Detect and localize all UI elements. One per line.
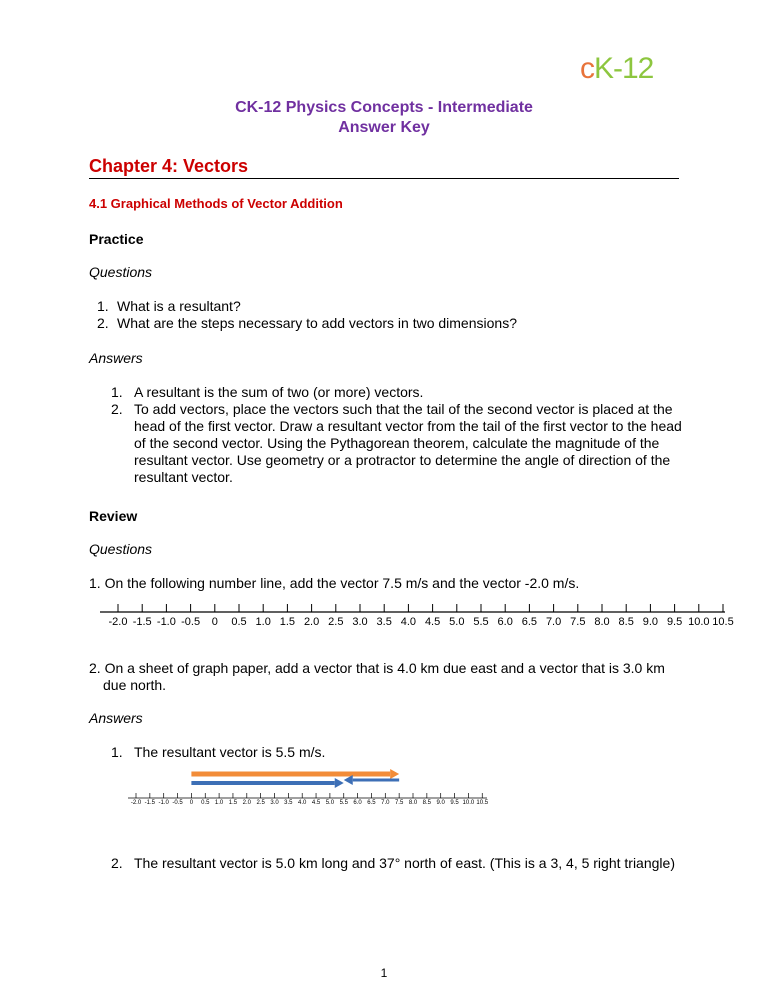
number-line-tick-label: 0	[211, 616, 218, 628]
small-number-line-tick-label: 0.5	[201, 800, 210, 806]
number-line-tick-label: 3.5	[376, 616, 392, 628]
practice-answers-list	[89, 384, 689, 486]
practice-questions-label: Questions	[89, 264, 153, 280]
review-question-2: 2. On a sheet of graph paper, add a vector that is 4.0 km due east and a vector that is 3.0 km due north.	[89, 660, 665, 693]
document-subtitle: Answer Key	[338, 119, 430, 136]
small-number-line-tick-label: 8.5	[422, 800, 432, 806]
small-number-line-tick-label: 7.0	[381, 800, 390, 806]
small-number-line-tick-label: 2.5	[256, 800, 265, 806]
small-number-line-tick-label: 6.5	[367, 800, 376, 806]
vector-arrow-resultant	[191, 778, 343, 788]
document-title: CK-12 Physics Concepts - Intermediate	[235, 99, 533, 116]
small-number-line-tick-label: 3.0	[270, 800, 279, 806]
number-line-tick-label: 10.5	[712, 616, 734, 628]
number-line-tick-label: 6.5	[521, 616, 538, 628]
list-item: 1. A resultant is the sum of two (or more) vectors.	[111, 384, 424, 400]
page-number: 1	[380, 966, 388, 980]
small-number-line-tick-label: 10.5	[476, 800, 489, 806]
number-line-tick-label: 5.5	[473, 616, 489, 628]
review-heading: Review	[89, 508, 138, 524]
number-line-tick-label: 5.0	[449, 616, 465, 628]
number-line-large	[100, 600, 740, 635]
number-line-tick-label: 1.5	[279, 616, 296, 628]
number-line-tick-label: -1.5	[132, 616, 152, 628]
number-line-tick-label: 8.5	[618, 616, 634, 628]
review-question-1: 1. On the following number line, add the vector 7.5 m/s and the vector -2.0 m/s.	[89, 575, 580, 591]
number-line-tick-label: -1.0	[156, 616, 176, 628]
practice-questions-list	[89, 298, 689, 332]
chapter-title: Chapter 4: Vectors	[89, 156, 249, 176]
small-number-line-tick-label: 5.5	[339, 800, 348, 806]
practice-heading: Practice	[89, 231, 144, 247]
number-line-tick-label: 9.5	[666, 616, 683, 628]
section-title: 4.1 Graphical Methods of Vector Addition	[89, 196, 343, 211]
ck12-logo: cK-12	[580, 52, 654, 85]
number-line-tick-label: 2.5	[328, 616, 344, 628]
number-line-tick-label: 8.0	[594, 616, 610, 628]
number-line-tick-label: 3.0	[352, 616, 368, 628]
number-line-tick-label: -2.0	[108, 616, 128, 628]
chapter-divider	[89, 178, 679, 179]
number-line-tick-label: 9.0	[642, 616, 659, 628]
small-number-line-tick-label: -0.5	[172, 800, 183, 806]
small-number-line-tick-label: 3.5	[284, 800, 293, 806]
review-answer-1: 1. The resultant vector is 5.5 m/s.	[111, 744, 326, 760]
practice-answers-label: Answers	[89, 350, 143, 366]
small-number-line-tick-label: 4.0	[298, 800, 307, 806]
small-number-line-tick-label: 10.0	[462, 800, 475, 806]
number-line-tick-label: 6.0	[497, 616, 513, 628]
small-number-line-tick-label: 6.0	[353, 800, 362, 806]
review-answer-2: 2. The resultant vector is 5.0 km long and 37° north of east. (This is a 3, 4, 5 right triangle)	[111, 855, 675, 871]
small-number-line-tick-label: 1.5	[228, 800, 238, 806]
small-number-line-tick-label: 1.0	[214, 800, 224, 806]
number-line-tick-label: 10.0	[688, 616, 710, 628]
vector-arrow-first	[191, 769, 399, 779]
review-answers-label: Answers	[89, 710, 143, 726]
small-number-line-tick-label: 2.0	[242, 800, 251, 806]
number-line-tick-label: 4.5	[424, 616, 441, 628]
number-line-tick-label: 2.0	[303, 616, 320, 628]
small-number-line-tick-label: 8.0	[408, 800, 418, 806]
list-item: 1. What is a resultant?	[97, 298, 241, 314]
number-line-tick-label: 7.5	[570, 616, 586, 628]
number-line-tick-label: 4.0	[400, 616, 417, 628]
small-number-line-tick-label: 4.5	[311, 800, 321, 806]
number-line-tick-label: 0.5	[231, 616, 247, 628]
list-item: 2. What are the steps necessary to add vectors in two dimensions?	[97, 315, 517, 331]
small-number-line-tick-label: 0	[189, 800, 194, 806]
small-number-line-tick-label: 5.0	[325, 800, 335, 806]
vector-diagram	[125, 765, 505, 815]
review-questions-label: Questions	[89, 541, 153, 557]
number-line-tick-label: 1.0	[255, 616, 271, 628]
small-number-line-tick-label: -1.5	[144, 800, 156, 806]
small-number-line-tick-label: -2.0	[130, 800, 142, 806]
small-number-line-tick-label: 9.5	[450, 800, 459, 806]
small-number-line-tick-label: 7.5	[394, 800, 404, 806]
number-line-tick-label: 7.0	[545, 616, 562, 628]
small-number-line-tick-label: -1.0	[158, 800, 169, 806]
number-line-tick-label: -0.5	[181, 616, 201, 628]
small-number-line-tick-label: 9.0	[436, 800, 445, 806]
list-item: 2. To add vectors, place the vectors such that the tail of the second vector is placed at the head of the first vector. Draw a resultant vector from the tail of the first vector to the head of the second vector. Using the Pythagorean theorem, calculate the magnitude of the resultant vector. Use geometry or a protractor to determine the angle of direction of the resultant vector.	[111, 401, 682, 485]
vector-diagram-svg	[125, 765, 505, 805]
